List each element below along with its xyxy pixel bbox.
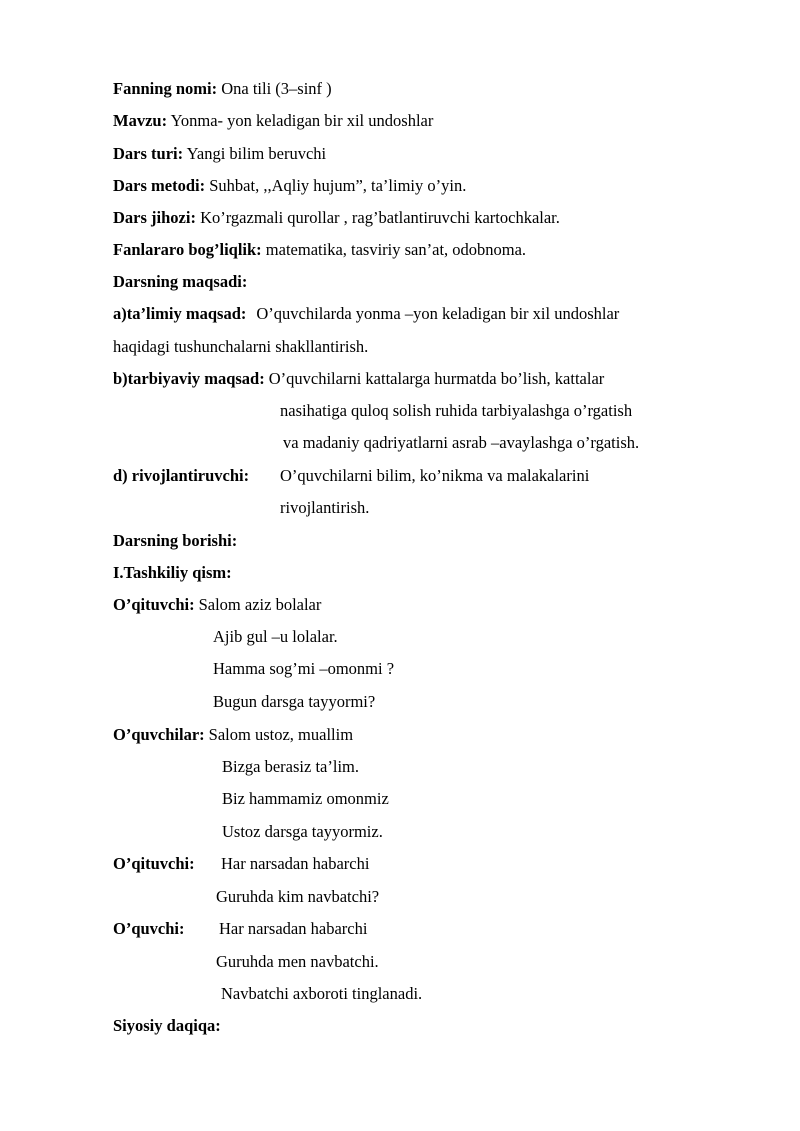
speaker-label: O’qituvchi:: [113, 595, 195, 614]
goal-b-line: [113, 369, 604, 389]
goal-a-line: [113, 304, 619, 324]
field-label: Fanlararo bog’liqlik:: [113, 240, 262, 259]
dialog-line: Guruhda men navbatchi.: [216, 952, 379, 971]
field-label: Dars metodi:: [113, 176, 206, 195]
goal-d-text: O’quvchilarni bilim, ko’nikma va malakalarini: [280, 466, 590, 485]
dialog-line: Hamma sog’mi –omonmi ?: [213, 659, 395, 678]
dialog-line: Ajib gul –u lolalar.: [213, 627, 338, 646]
goal-b-continuation: va madaniy qadriyatlarni asrab –avaylashga o’rgatish.: [283, 433, 640, 452]
field-lesson-type: [113, 144, 326, 164]
field-topic: [113, 111, 433, 131]
dialog-line: Salom ustoz, muallim: [208, 725, 354, 744]
dialog-line: Bizga berasiz ta’lim.: [222, 757, 359, 776]
field-value: Ko’rgazmali qurollar , rag’batlantiruvchi kartochkalar.: [195, 208, 560, 227]
goal-d-line: [113, 466, 590, 486]
speaker-label: O’quvchilar:: [113, 725, 205, 744]
dialog-line: Bugun darsga tayyormi?: [213, 692, 376, 711]
political-heading: Siyosiy daqiqa:: [113, 1016, 221, 1035]
goal-b-text: O’quvchilarni kattalarga hurmatda bo’lish, kattalar: [268, 369, 605, 388]
dialog-teacher-1: [113, 595, 321, 615]
field-value: Yangi bilim beruvchi: [183, 144, 327, 163]
goal-b-continuation: nasihatiga quloq solish ruhida tarbiyalashga o’rgatish: [280, 401, 633, 420]
dialog-line: Navbatchi axboroti tinglanadi.: [221, 984, 423, 1003]
field-label: Mavzu:: [113, 111, 168, 130]
field-subject: [113, 79, 332, 99]
field-value: matematika, tasviriy san’at, odobnoma.: [261, 240, 527, 259]
dialog-line: Har narsadan habarchi: [221, 854, 370, 873]
field-value: Suhbat, ,,Aqliy hujum”, ta’limiy o’yin.: [205, 176, 467, 195]
field-lesson-method: [113, 176, 466, 196]
field-label: Dars turi:: [113, 144, 184, 163]
dialog-line: Guruhda kim navbatchi?: [216, 887, 380, 906]
course-heading: Darsning borishi:: [113, 531, 238, 550]
goal-d-continuation: rivojlantirish.: [280, 498, 370, 517]
field-value: Yonma- yon keladigan bir xil undoshlar: [167, 111, 434, 130]
goal-a-continuation: haqidagi tushunchalarni shakllantirish.: [113, 337, 369, 356]
field-interdisciplinary: [113, 240, 526, 260]
field-label: Fanning nomi:: [113, 79, 218, 98]
goals-heading: Darsning maqsadi:: [113, 272, 248, 291]
field-lesson-equipment: [113, 208, 560, 228]
goal-b-label: b)tarbiyaviy maqsad:: [113, 369, 265, 388]
speaker-label: O’quvchi:: [113, 919, 185, 938]
dialog-pupil: [113, 919, 368, 939]
goal-a-label: a)ta’limiy maqsad:: [113, 304, 247, 323]
field-label: Dars jihozi:: [113, 208, 196, 227]
dialog-pupils: [113, 725, 353, 745]
goal-d-label: d) rivojlantiruvchi:: [113, 466, 250, 485]
dialog-line: Biz hammamiz omonmiz: [222, 789, 389, 808]
dialog-line: Salom aziz bolalar: [198, 595, 322, 614]
org-heading: I.Tashkiliy qism:: [113, 563, 232, 582]
dialog-line: Har narsadan habarchi: [219, 919, 368, 938]
dialog-teacher-2: [113, 854, 370, 874]
dialog-line: Ustoz darsga tayyormiz.: [222, 822, 383, 841]
field-value: Ona tili (3–sinf ): [217, 79, 332, 98]
goal-a-text: O’quvchilarda yonma –yon keladigan bir xil undoshlar: [256, 304, 620, 323]
speaker-label: O’qituvchi:: [113, 854, 195, 873]
